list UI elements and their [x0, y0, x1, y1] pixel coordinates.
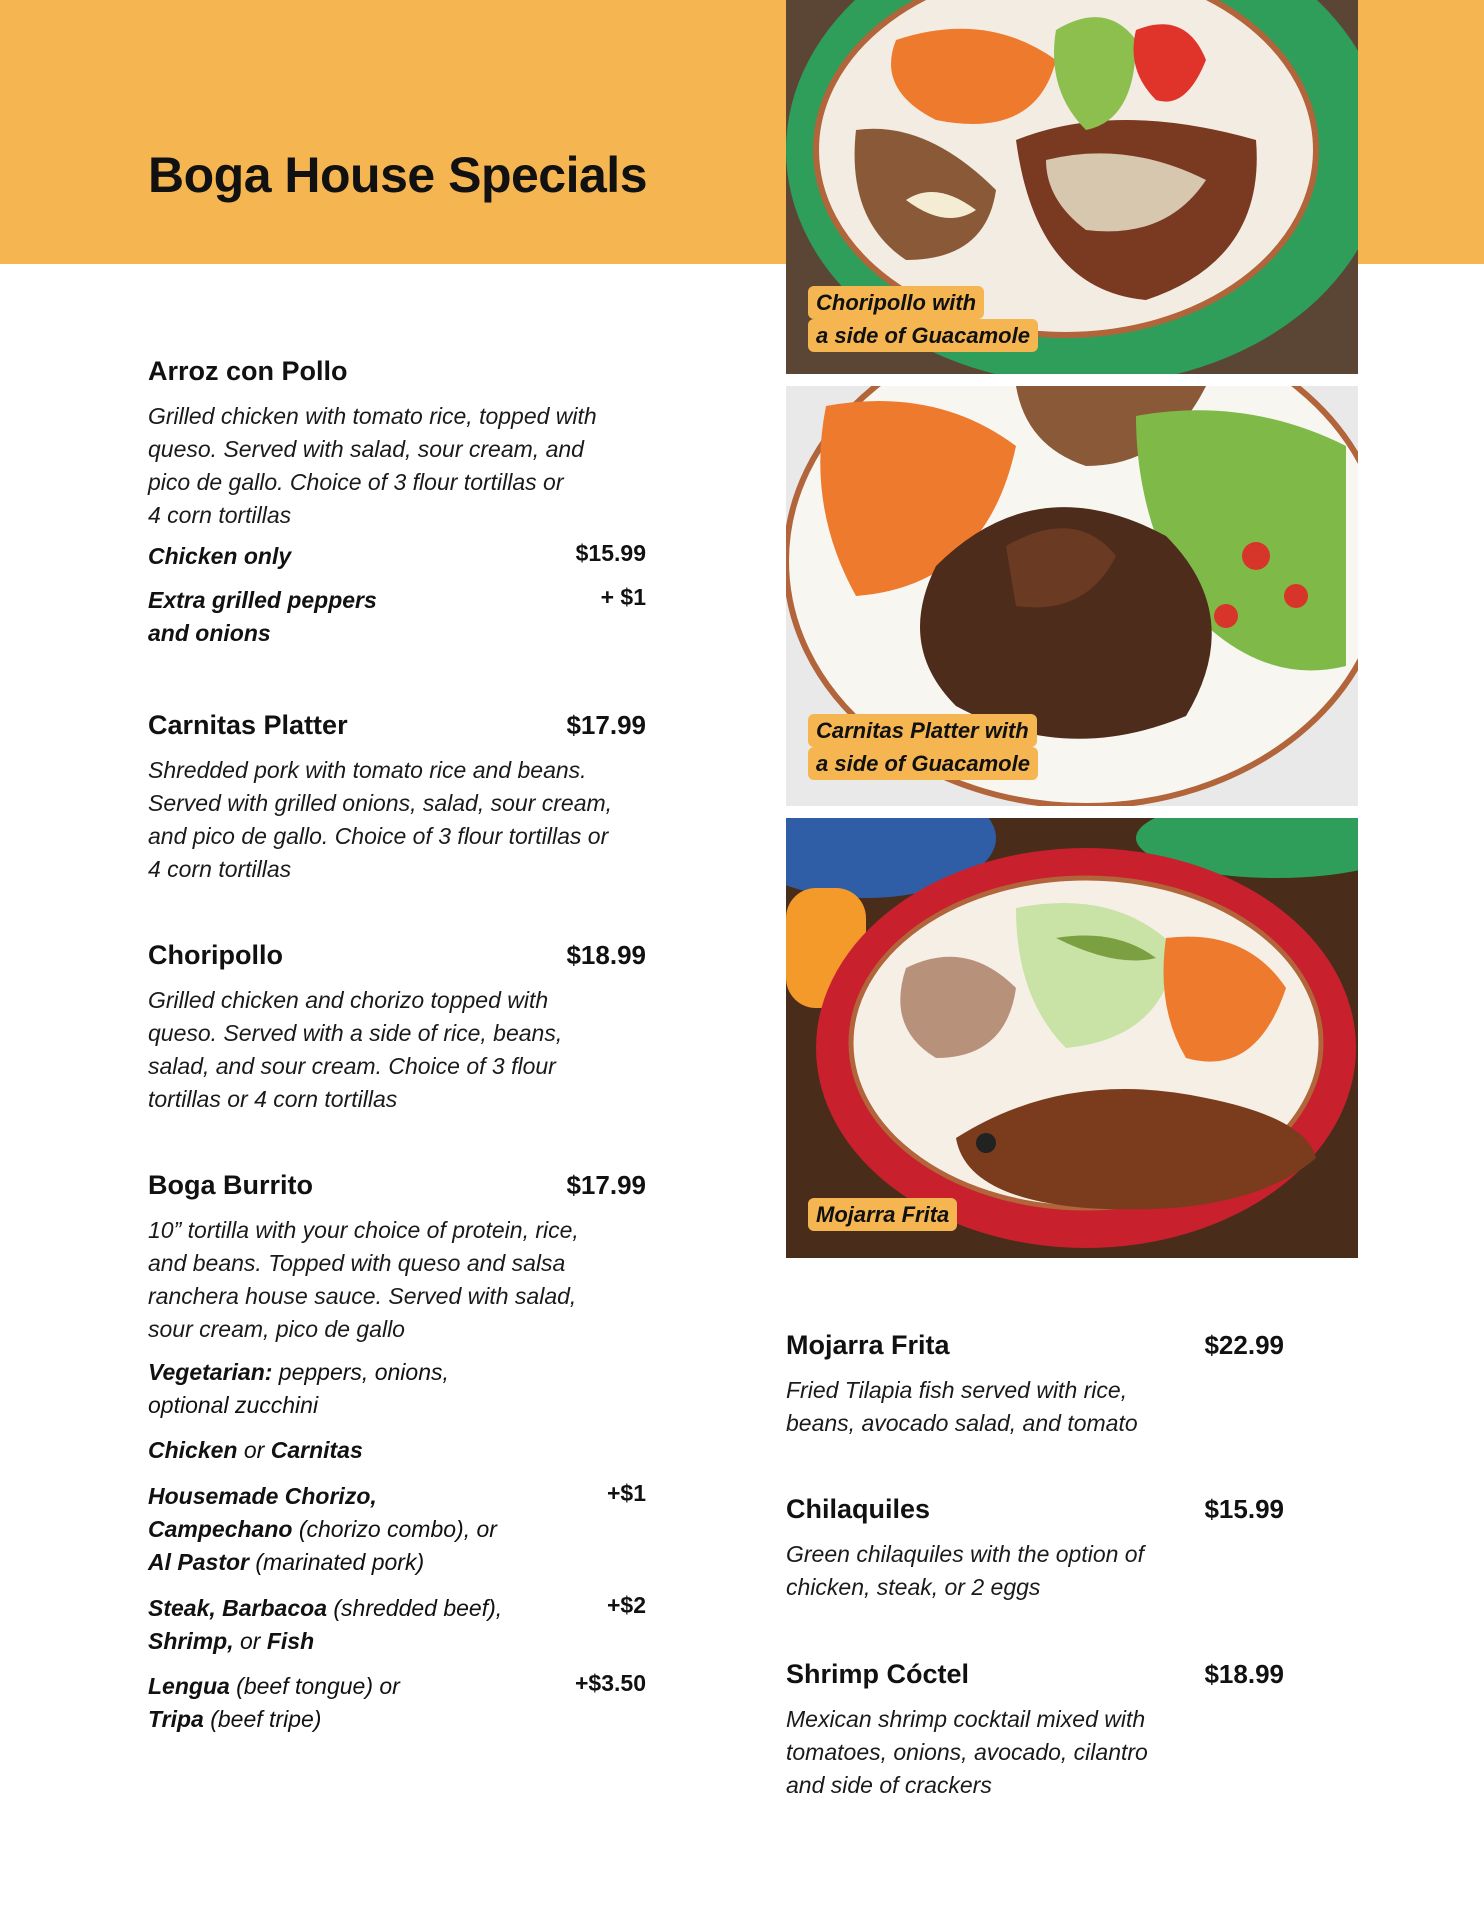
item-name: Choripollo	[148, 940, 283, 970]
item-description: 10” tortilla with your choice of protein, rice, and beans. Topped with queso and salsa ranchera house sauce. Served with salad, sour cream, pico de gallo	[148, 1217, 579, 1342]
photo-caption: Choripollo with a side of Guacamole	[808, 286, 1038, 352]
option-price: + $1	[600, 584, 646, 610]
menu-item-shrimp-coctel	[786, 1659, 1284, 1819]
item-description: Shredded pork with tomato rice and beans. Served with grilled onions, salad, sour cream, and pico de gallo. Choice of 3 flour tortillas or 4 corn tortillas	[148, 757, 613, 882]
item-price: $15.99	[1204, 1494, 1284, 1524]
option-steak: Steak, Barbacoa (shredded beef), Shrimp, or Fish	[148, 1595, 503, 1654]
option-chicken-carnitas: Chicken or Carnitas	[148, 1437, 363, 1463]
item-price: $22.99	[1204, 1330, 1284, 1360]
page-title: Boga House Specials	[148, 147, 647, 203]
item-description: Mexican shrimp cocktail mixed with tomatoes, onions, avocado, cilantro and side of crackers	[786, 1706, 1148, 1798]
item-name: Shrimp Cóctel	[786, 1659, 970, 1689]
item-description: Green chilaquiles with the option of chicken, steak, or 2 eggs	[786, 1541, 1144, 1600]
carnitas-photo	[786, 386, 1358, 806]
option-chorizo: Housemade Chorizo, Campechano (chorizo combo), or Al Pastor (marinated pork)	[148, 1483, 497, 1575]
item-name: Boga Burrito	[148, 1170, 313, 1200]
option-label: Extra grilled peppers and onions	[148, 587, 377, 646]
option-price: $15.99	[575, 540, 646, 566]
photo-caption: Mojarra Frita	[808, 1198, 957, 1231]
item-name: Mojarra Frita	[786, 1330, 950, 1360]
option-price: +$1	[606, 1480, 646, 1506]
item-price: $17.99	[566, 710, 646, 740]
menu-item-mojarra-frita	[786, 1330, 1284, 1450]
item-description: Grilled chicken with tomato rice, topped with queso. Served with salad, sour cream, and pico de gallo. Choice of 3 flour tortillas or 4 corn tortillas	[148, 403, 597, 528]
menu-item-boga-burrito	[148, 1170, 646, 1740]
item-name: Chilaquiles	[786, 1494, 931, 1524]
mojarra-photo	[786, 818, 1358, 1258]
item-name: Arroz con Pollo	[148, 356, 348, 386]
menu-item-arroz-con-pollo	[148, 356, 646, 656]
item-description: Fried Tilapia fish served with rice, beans, avocado salad, and tomato	[786, 1377, 1138, 1436]
option-vegetarian: Vegetarian: peppers, onions, optional zucchini	[148, 1359, 449, 1418]
option-price: +$3.50	[575, 1670, 646, 1696]
option-price: +$2	[606, 1592, 646, 1618]
item-price: $18.99	[566, 940, 646, 970]
choripollo-photo	[786, 0, 1358, 374]
menu-item-choripollo	[148, 940, 646, 1120]
item-price: $17.99	[566, 1170, 646, 1200]
option-lengua: Lengua (beef tongue) or Tripa (beef tripe)	[148, 1673, 400, 1732]
photo-caption: Carnitas Platter with a side of Guacamole	[808, 714, 1038, 780]
option-label: Chicken only	[148, 543, 292, 569]
item-price: $18.99	[1204, 1659, 1284, 1689]
item-name: Carnitas Platter	[148, 710, 348, 740]
menu-item-chilaquiles	[786, 1494, 1284, 1614]
item-description: Grilled chicken and chorizo topped with queso. Served with a side of rice, beans, salad, and sour cream. Choice of 3 flour tortillas or 4 corn tortillas	[148, 987, 563, 1112]
menu-item-carnitas-platter	[148, 710, 646, 890]
